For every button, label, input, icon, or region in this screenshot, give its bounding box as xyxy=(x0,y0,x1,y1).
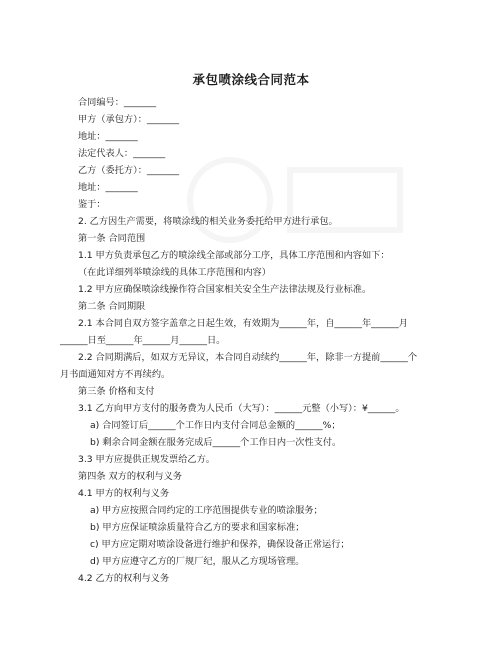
clause-line: 1.1 甲方负责承包乙方的喷涂线全部或部分工序，具体工序范围和内容如下： xyxy=(78,250,390,261)
party-b-address-line: 地址：_______ xyxy=(78,182,138,193)
article-heading: 第四条 双方的权利与义务 xyxy=(78,471,182,482)
party-b-line: 乙方（委托方）：_______ xyxy=(78,165,180,176)
party-a-line: 甲方（承包方）：_______ xyxy=(78,114,180,125)
clause-line: 3.1 乙方向甲方支付的服务费为人民币（大写）：______元整（小写）：¥______。 xyxy=(78,403,405,414)
clause-line: 月书面通知对方不再续约。 xyxy=(60,369,171,380)
clause-line: 2.1 本合同自双方签字盖章之日起生效，有效期为______年，自______年______月 xyxy=(78,318,408,329)
whereas-line: 鉴于： xyxy=(78,199,106,210)
article-heading: 第二条 合同期限 xyxy=(78,301,146,312)
sub-clause-line: b) 甲方应保证喷涂质量符合乙方的要求和国家标准； xyxy=(90,522,305,533)
clause-line: 3.3 甲方应提供正规发票给乙方。 xyxy=(78,454,215,465)
article-heading: 第一条 合同范围 xyxy=(78,233,146,244)
legal-representative-line: 法定代表人：_______ xyxy=(78,148,166,159)
party-a-address-line: 地址：_______ xyxy=(78,131,138,142)
sub-clause-line: a) 合同签订后______个工作日内支付合同总金额的______%； xyxy=(90,420,341,431)
clause-line: 2. 乙方因生产需要，将喷涂线的相关业务委托给甲方进行承包。 xyxy=(78,216,338,227)
clause-line: 4.2 乙方的权利与义务 xyxy=(78,573,170,584)
article-heading: 第三条 价格和支付 xyxy=(78,386,155,397)
sub-clause-line: d) 甲方应遵守乙方的厂规厂纪，服从乙方现场管理。 xyxy=(90,556,305,567)
clause-line: 2.2 合同期满后，如双方无异议，本合同自动续约______年，除非一方提前______个 xyxy=(78,352,418,363)
clause-line: ______日至______年______月______日。 xyxy=(60,335,226,346)
contract-number-line: 合同编号：_______ xyxy=(78,97,157,108)
watermark-graphic xyxy=(170,140,430,260)
clause-line: 4.1 甲方的权利与义务 xyxy=(78,488,170,499)
sub-clause-line: c) 甲方应定期对喷涂设备进行维护和保养，确保设备正常运行； xyxy=(90,539,350,550)
clause-line: （在此详细列举喷涂线的具体工序范围和内容） xyxy=(78,267,271,278)
clause-line: 1.2 甲方应确保喷涂线操作符合国家相关安全生产法律法规及行业标准。 xyxy=(78,284,372,295)
document-title: 承包喷涂线合同范本 xyxy=(192,72,310,87)
sub-clause-line: a) 甲方应按照合同约定的工序范围提供专业的喷涂服务； xyxy=(90,505,323,516)
sub-clause-line: b) 剩余合同金额在服务完成后______个工作日内一次性支付。 xyxy=(90,437,342,448)
